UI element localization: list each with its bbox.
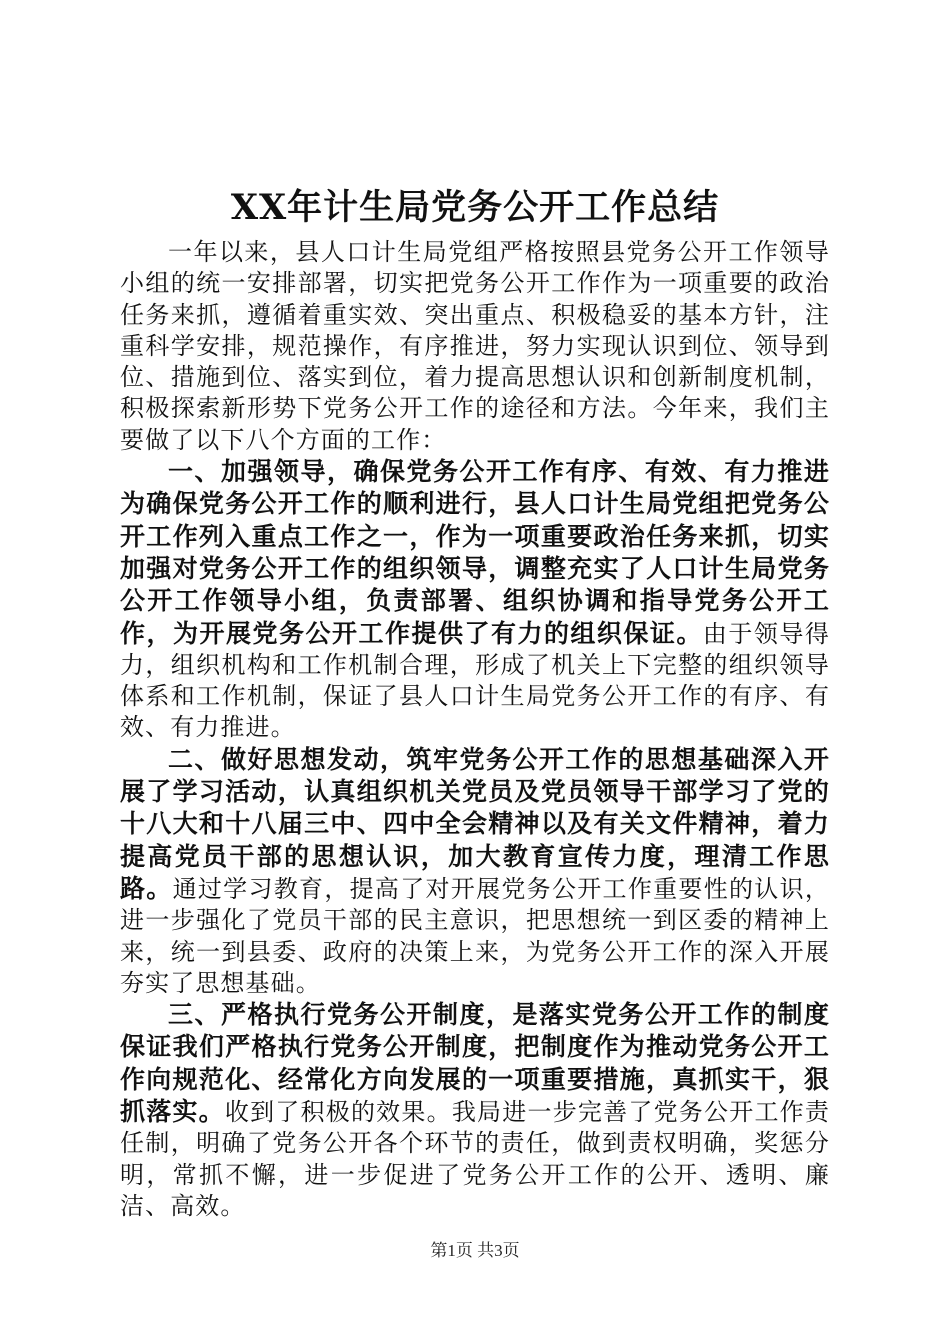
document-body [120, 236, 830, 1222]
document-title: XX年计生局党务公开工作总结 [230, 187, 720, 228]
paragraph-heading: 一、加强领导，确保党务公开工作有序、有效、有力推进为确保党务公开工作的顺利进行，县人口计生局党组把党务公开工作列入重点工作之一，作为一项重要政治任务来抓，切实加强对党务公开工作的组织领导，调整充实了人口计生局党务公开工作领导小组，负责部署、组织协调和指导党务公开工作，为开展党务公开工作提供了有力的组织保证。 [120, 457, 830, 648]
paragraph-heading: 三、严格执行党务公开制度，是落实党务公开工作的制度保证我们严格执行党务公开制度，把制度作为推动党务公开工作向规范化、经常化方向发展的一项重要措施，真抓实干，狠抓落实。 [120, 1000, 830, 1127]
paragraph-text: 收到了积极的效果。我局进一步完善了党务公开工作责任制，明确了党务公开各个环节的责任，做到责权明确，奖惩分明，常抓不懈，进一步促进了党务公开工作的公开、透明、廉洁、高效。 [120, 1098, 830, 1220]
paragraph-section-2 [120, 744, 830, 999]
paragraph-section-3 [120, 999, 830, 1222]
page-number-footer: 第1页 共3页 [430, 1241, 520, 1260]
paragraph-section-1 [120, 456, 830, 744]
paragraph-heading: 二、做好思想发动，筑牢党务公开工作的思想基础深入开展了学习活动，认真组织机关党员及党员领导干部学习了党的十八大和十八届三中、四中全会精神以及有关文件精神，着力提高党员干部的思想认识，加大教育宣传力度，理清工作思路。 [120, 744, 830, 903]
paragraph-intro [120, 236, 830, 456]
paragraph-text: 通过学习教育，提高了对开展党务公开工作重要性的认识，进一步强化了党员干部的民主意识，把思想统一到区委的精神上来，统一到县委、政府的决策上来，为党务公开工作的深入开展夯实了思想基础。 [120, 874, 830, 997]
paragraph-text: 一年以来，县人口计生局党组严格按照县党务公开工作领导小组的统一安排部署，切实把党务公开工作作为一项重要的政治任务来抓，遵循着重实效、突出重点、积极稳妥的基本方针，注重科学安排，规范操作，有序推进，努力实现认识到位、领导到位、措施到位、落实到位，着力提高思想认识和创新制度机制，积极探索新形势下党务公开工作的途径和方法。今年来，我们主要做了以下八个方面的工作： [120, 238, 830, 454]
paragraph-text: 由于领导得力，组织机构和工作机制合理，形成了机关上下完整的组织领导体系和工作机制，保证了县人口计生局党务公开工作的有序、有效、有力推进。 [120, 619, 831, 742]
